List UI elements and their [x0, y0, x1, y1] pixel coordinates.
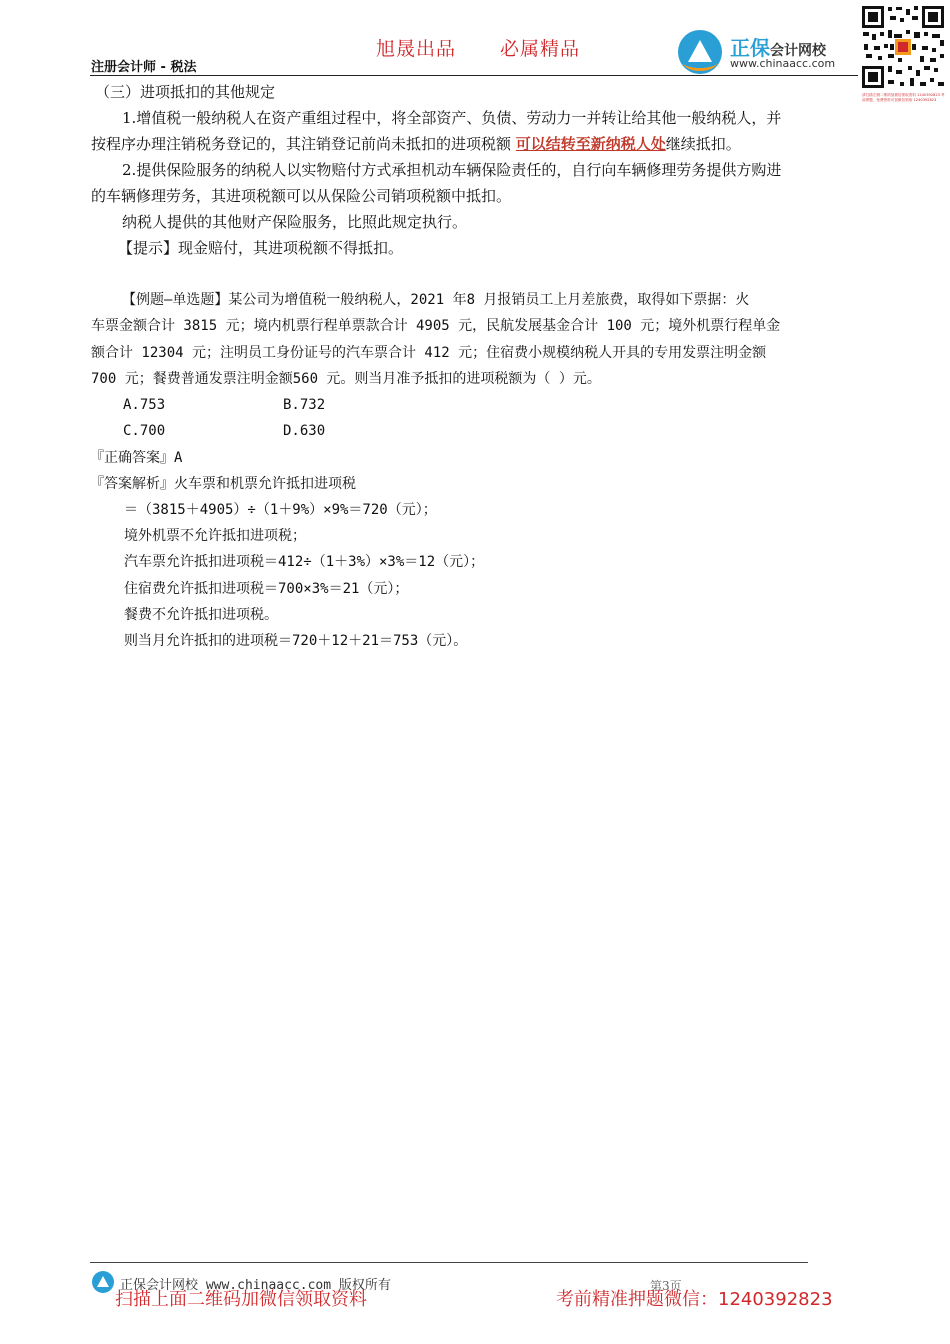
analysis-line: 境外机票不允许抵扣进项税； — [124, 528, 306, 544]
footer-copyright: 正保会计网校 www.chinaacc.com 版权所有 — [120, 1278, 391, 1293]
rule-1-line-2: 按程序办理注销税务登记的，其注销登记前尚未抵扣的进项税额 可以结转至新纳税人处继续抵扣。 — [91, 135, 741, 153]
chinaacc-logo — [678, 30, 858, 76]
footer-logo-icon — [92, 1271, 114, 1293]
tip-text: 【提示】现金赔付，其进项税额不得抵扣。 — [118, 239, 404, 257]
analysis-title: 『答案解析』火车票和机票允许抵扣进项税 — [90, 476, 356, 492]
example-line-1: 【例题—单选题】某公司为增值税一般纳税人，2021 年8 月报销员工上月差旅费，取得如下票据：火 — [122, 292, 750, 308]
rule-3: 纳税人提供的其他财产保险服务，比照此规定执行。 — [122, 213, 468, 231]
promo-right: 考前精准押题微信：1240392823 — [556, 1289, 833, 1310]
analysis-line: 住宿费允许抵扣进项税＝700×3%＝21（元）； — [124, 581, 409, 597]
doc-title: 注册会计师 - 税法 — [91, 60, 197, 75]
example-line-4: 700 元；餐费普通发票注明金额560 元。则当月准予抵扣的进项税额为（ ）元。 — [91, 371, 601, 387]
highlight-text: 可以结转至新纳税人处 — [515, 135, 666, 153]
section-title: （三）进项抵扣的其他规定 — [95, 83, 276, 101]
promo-left: 扫描上面二维码加微信领取资料 — [115, 1289, 367, 1310]
option-b: B.732 — [283, 397, 326, 413]
option-a: A.753 — [123, 397, 166, 413]
rule-1-line-1: 1.增值税一般纳税人在资产重组过程中，将全部资产、负债、劳动力一并转让给其他一般纳税人，并 — [122, 109, 782, 127]
page-number: 第3页 — [650, 1279, 682, 1293]
rule-2-line-2: 的车辆修理劳务，其进项税额可以从保险公司销项税额中抵扣。 — [91, 187, 512, 205]
top-banner — [376, 34, 580, 61]
option-c: C.700 — [123, 423, 166, 439]
correct-answer: 『正确答案』A — [90, 450, 183, 466]
banner-right: 必属精品 — [500, 38, 581, 60]
logo-text: 正保会计网校 — [730, 36, 826, 60]
logo-url: www.chinaacc.com — [730, 57, 836, 70]
qr-note: 请扫描左侧二维码加微信领取资料 1240392823 考前押题，免费资料可加微信领取 1240392823 — [862, 93, 945, 102]
header-divider — [90, 75, 858, 76]
banner-left: 旭晟出品 — [376, 38, 457, 60]
analysis-line: 汽车票允许抵扣进项税＝412÷（1＋3%）×3%＝12（元）； — [124, 554, 485, 570]
option-d: D.630 — [283, 423, 326, 439]
analysis-line: ＝（3815＋4905）÷（1＋9%）×9%＝720（元）； — [124, 502, 437, 518]
qr-code-icon — [860, 4, 946, 90]
analysis-line: 则当月允许抵扣的进项税＝720＋12＋21＝753（元）。 — [124, 633, 468, 649]
analysis-line: 餐费不允许抵扣进项税。 — [124, 607, 278, 623]
footer-divider — [90, 1262, 808, 1263]
logo-emblem-icon — [678, 30, 722, 74]
example-line-2: 车票金额合计 3815 元；境内机票行程单票款合计 4905 元，民航发展基金合计 100 元；境外机票行程单金 — [91, 318, 781, 334]
example-line-3: 额合计 12304 元；注明员工身份证号的汽车票合计 412 元；住宿费小规模纳税人开具的专用发票注明金额 — [91, 345, 767, 361]
rule-2-line-1: 2.提供保险服务的纳税人以实物赔付方式承担机动车辆保险责任的，自行向车辆修理劳务提供方购进 — [122, 161, 782, 179]
